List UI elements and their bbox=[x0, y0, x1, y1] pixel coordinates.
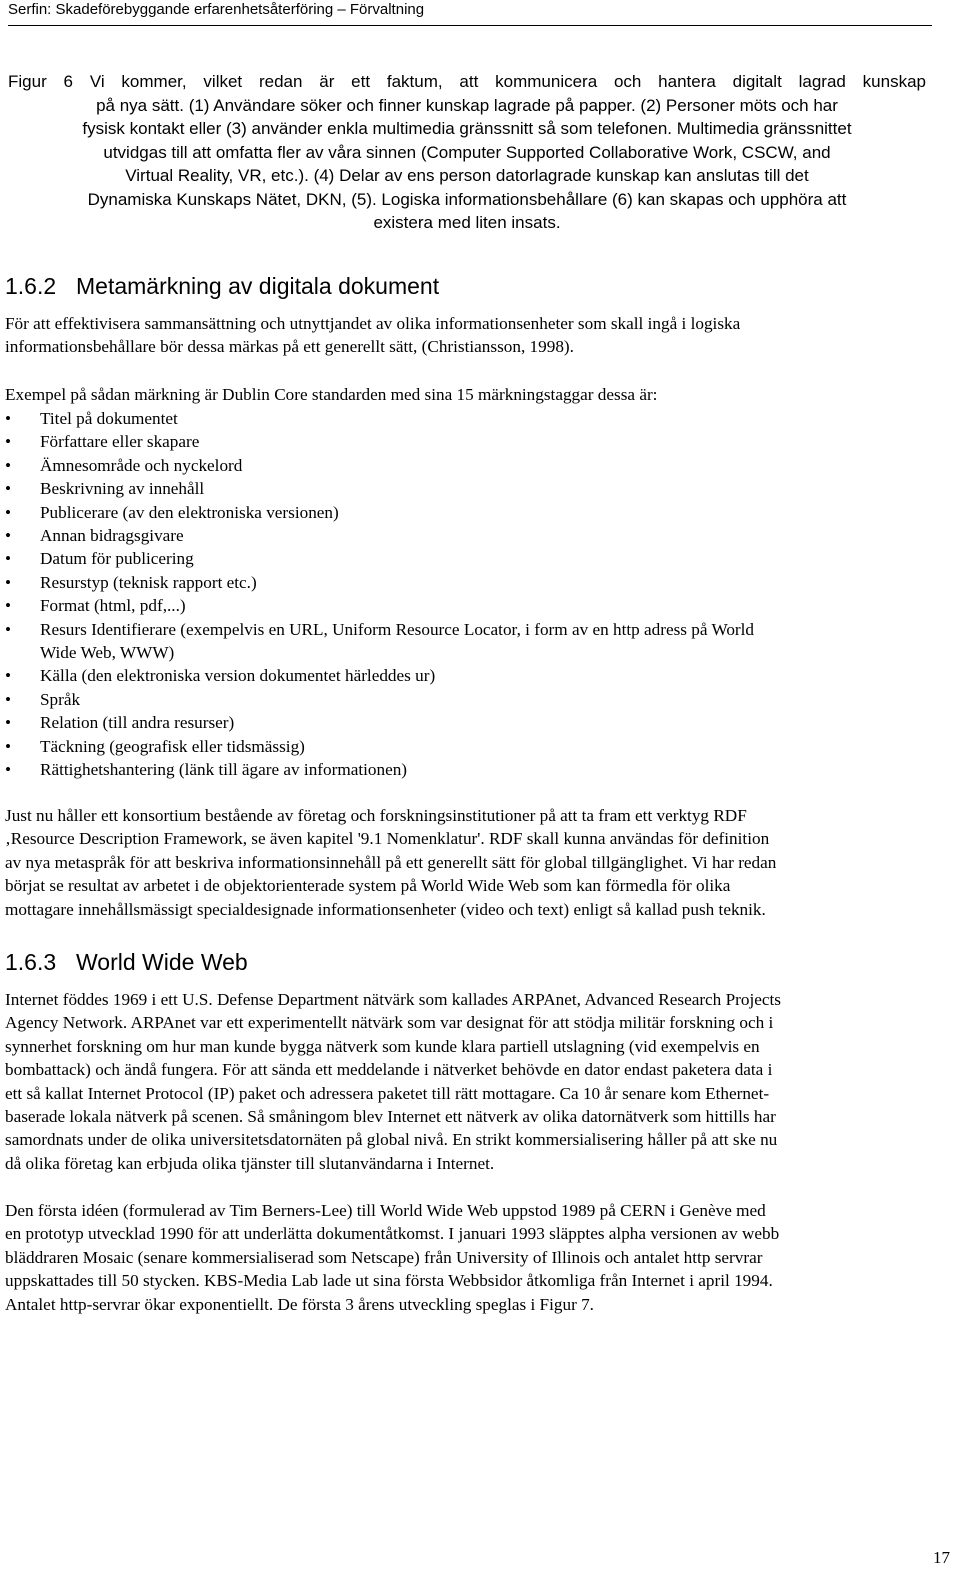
caption-line: på nya sätt. (1) Användare söker och finner kunskap lagrade på papper. (2) Personer möts och har bbox=[96, 95, 838, 115]
text-line: bläddraren Mosaic (senare kommersialiserad som Netscape) från University of Illinois och antalet http servrar bbox=[5, 1247, 763, 1267]
page-number: 17 bbox=[933, 1548, 950, 1567]
list-item bbox=[5, 664, 920, 687]
bullet-icon: • bbox=[5, 713, 12, 733]
list-item-text: Resurs Identifierare (exempelvis en URL, Uniform Resource Locator, i form av en http adress på World bbox=[40, 619, 755, 639]
list-item bbox=[5, 430, 920, 453]
list-item-text: Språk bbox=[40, 689, 81, 709]
bullet-icon: • bbox=[5, 596, 12, 616]
list-item bbox=[5, 454, 920, 477]
section-number: 1.6.3 bbox=[5, 949, 57, 975]
text-line: av nya metaspråk för att beskriva informationsinnehåll på ett generellt sätt för global tillgänglighet. Vi har redan bbox=[5, 852, 777, 872]
text-line: bombattack) och ändå fungera. För att sända ett meddelande i nätverket behövde en dator endast paketera data i bbox=[5, 1060, 773, 1080]
text-line: Agency Network. ARPAnet var ett experimentellt nätvärk som var designat för att stödja militär forskning och i bbox=[5, 1013, 774, 1033]
text-line: en prototyp utvecklad 1990 för att underlätta dokumentåtkomst. I januari 1993 släpptes alpha versionen av webb bbox=[5, 1224, 780, 1244]
list-item-text: Titel på dokumentet bbox=[40, 409, 178, 428]
text-line: Antalet http-servrar ökar exponentiellt. De första 3 årens utveckling speglas i Figur 7. bbox=[5, 1294, 594, 1314]
dublin-core-list bbox=[5, 407, 920, 782]
bullet-icon: • bbox=[5, 526, 12, 546]
paragraph-intro bbox=[5, 312, 920, 359]
text-line: då olika företag kan erbjuda olika tjänster till slutanvändarna i Internet. bbox=[5, 1153, 495, 1173]
text-line: synnerhet forskning om hur man kunde bygga nätverk som kunde klara partiell utslagning (vid exempelvis en bbox=[5, 1036, 760, 1056]
bullet-icon: • bbox=[5, 455, 12, 475]
list-item bbox=[5, 477, 920, 500]
text-line: ‚Resource Description Framework, se även kapitel '9.1 Nomenklatur'. RDF skall kunna användas för definition bbox=[5, 829, 770, 849]
list-item-text: Relation (till andra resurser) bbox=[40, 713, 235, 733]
bullet-icon: • bbox=[5, 409, 12, 428]
list-item-text: Publicerare (av den elektroniska versionen) bbox=[40, 502, 339, 522]
caption-line: existera med liten insats. bbox=[373, 213, 561, 232]
list-item-text: Ämnesområde och nyckelord bbox=[40, 455, 243, 475]
bullet-icon: • bbox=[5, 502, 12, 522]
text-line: Internet föddes 1969 i ett U.S. Defense Department nätvärk som kallades ARPAnet, Advanced Research Projects bbox=[5, 990, 781, 1009]
list-item bbox=[5, 407, 920, 430]
list-item bbox=[5, 711, 920, 734]
bullet-icon: • bbox=[5, 689, 12, 709]
list-item-text: Format (html, pdf,...) bbox=[40, 596, 186, 616]
bullet-icon: • bbox=[5, 432, 12, 452]
section-number: 1.6.2 bbox=[5, 273, 57, 299]
list-item bbox=[5, 524, 920, 547]
text-line: börjat se resultat av arbetet i de objektorienterade system på World Wide Web som kan förmedla för olika bbox=[5, 876, 731, 896]
caption-line: utvidgas till att omfatta fler av våra sinnen (Computer Supported Collaborative Work, CSCW, and bbox=[103, 142, 831, 162]
running-header bbox=[8, 0, 932, 26]
bullet-icon: • bbox=[5, 549, 12, 569]
list-item-text: Författare eller skapare bbox=[40, 432, 200, 452]
bullet-icon: • bbox=[5, 760, 12, 780]
figure-caption bbox=[8, 70, 926, 235]
section-title: Metamärkning av digitala dokument bbox=[76, 273, 440, 299]
list-item bbox=[5, 501, 920, 524]
list-item-text: Källa (den elektroniska version dokumentet härleddes ur) bbox=[40, 666, 436, 686]
paragraph-www-history bbox=[5, 1199, 920, 1316]
list-item-text: Täckning (geografisk eller tidsmässig) bbox=[40, 736, 305, 756]
list-item bbox=[5, 547, 920, 570]
text-line: Den första idéen (formulerad av Tim Berners-Lee) till World Wide Web uppstod 1989 på CERN i Genève med bbox=[5, 1201, 766, 1220]
list-item bbox=[5, 758, 920, 781]
list-item bbox=[5, 688, 920, 711]
caption-first-line bbox=[8, 70, 926, 94]
list-item-text: Rättighetshantering (länk till ägare av informationen) bbox=[40, 760, 408, 780]
text-line: informationsbehållare bör dessa märkas på ett generellt sätt, (Christiansson, 1998). bbox=[5, 337, 574, 357]
caption-line: Virtual Reality, VR, etc.). (4) Delar av ens person datorlagrade kunskap kan anslutas till det bbox=[125, 166, 809, 185]
section-heading-163 bbox=[5, 948, 248, 976]
list-item bbox=[5, 571, 920, 594]
list-item bbox=[5, 618, 920, 665]
caption-line: fysisk kontakt eller (3) använder enkla multimedia gränssnitt så som telefonen. Multimedia gränssnittet bbox=[82, 119, 852, 138]
bullet-icon: • bbox=[5, 479, 12, 499]
text-line: samordnats under de olika universitetsdatornäten på global nivå. En strikt kommersialisering håller på att ske nu bbox=[5, 1130, 778, 1150]
text-line: Exempel på sådan märkning är Dublin Core standarden med sina 15 märkningstaggar dessa är: bbox=[5, 385, 658, 404]
bullet-icon: • bbox=[5, 666, 12, 686]
section-title: World Wide Web bbox=[76, 949, 248, 975]
text-line: uppskattades till 50 stycken. KBS-Media Lab lade ut sina första Webbsidor åtkomliga från Internet i april 1994. bbox=[5, 1271, 773, 1291]
list-item-text: Annan bidragsgivare bbox=[40, 526, 184, 546]
paragraph-rdf bbox=[5, 804, 920, 921]
text-line: Just nu håller ett konsortium bestående av företag och forskningsinstitutioner på att ta fram ett verktyg RDF bbox=[5, 806, 747, 825]
caption-first-text: Vi kommer, vilket redan är ett faktum, att kommunicera och hantera digitalt lagrad kunskap bbox=[89, 72, 926, 91]
bullet-icon: • bbox=[5, 736, 12, 756]
list-item-text: Resurstyp (teknisk rapport etc.) bbox=[40, 572, 257, 592]
caption-line: Dynamiska Kunskaps Nätet, DKN, (5). Logiska informationsbehållare (6) kan skapas och upphöra att bbox=[87, 189, 847, 209]
list-item-text: Datum för publicering bbox=[40, 549, 194, 569]
text-line: mottagare innehållsmässigt specialdesignade informationsenheter (video och text) enligt så kallad push teknik. bbox=[5, 899, 766, 919]
bullet-icon: • bbox=[5, 619, 12, 639]
bullet-icon: • bbox=[5, 572, 12, 592]
list-item bbox=[5, 594, 920, 617]
running-title: Serfin: Skadeförebyggande erfarenhetsåterföring – Förvaltning bbox=[8, 1, 425, 18]
figure-label: Figur 6 bbox=[8, 72, 73, 91]
paragraph-internet-history bbox=[5, 988, 920, 1175]
list-item bbox=[5, 735, 920, 758]
section-heading-162 bbox=[5, 272, 439, 300]
text-line: För att effektivisera sammansättning och utnyttjandet av olika informationsenheter som skall ingå i logiska bbox=[5, 314, 741, 333]
paragraph-dublin-core bbox=[5, 383, 920, 406]
text-line: ett så kallat Internet Protocol (IP) paket och adressera paketet till rätt mottagare. Ca 10 år senare kom Ethernet- bbox=[5, 1083, 770, 1103]
list-item-text: Beskrivning av innehåll bbox=[40, 479, 205, 499]
text-line: baserade lokala nätverk på scenen. Så småningom blev Internet ett nätverk av olika datornätverk som hittills har bbox=[5, 1107, 776, 1127]
list-item-text: Wide Web, WWW) bbox=[40, 643, 175, 663]
